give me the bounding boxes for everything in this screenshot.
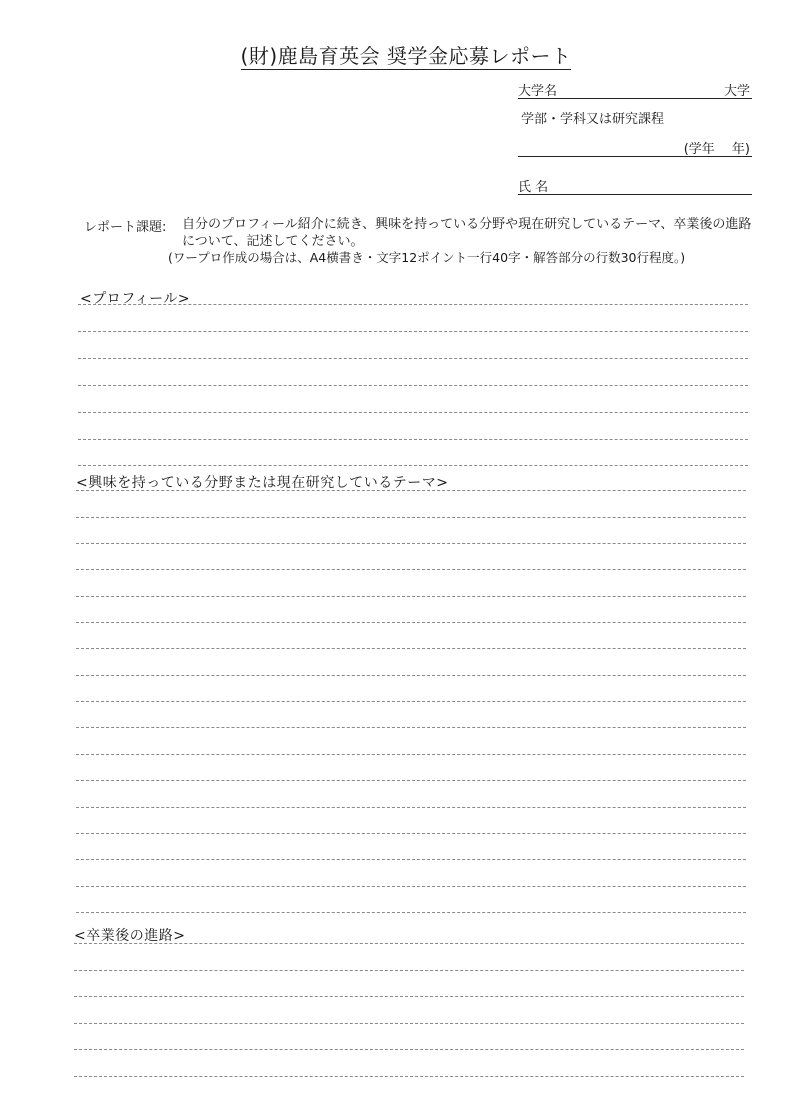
career-writing-line[interactable] (74, 943, 744, 944)
interest-writing-line[interactable] (76, 754, 746, 755)
profile-writing-line[interactable] (78, 358, 748, 359)
interest-writing-line[interactable] (76, 675, 746, 676)
profile-writing-line[interactable] (78, 385, 748, 386)
interest-writing-line[interactable] (76, 701, 746, 702)
profile-writing-line[interactable] (78, 304, 748, 305)
profile-writing-line[interactable] (78, 412, 748, 413)
section-heading-profile: <プロフィール> (80, 291, 191, 307)
interest-writing-line[interactable] (76, 622, 746, 623)
interest-writing-line[interactable] (76, 727, 746, 728)
profile-writing-line[interactable] (78, 331, 748, 332)
interest-writing-line[interactable] (76, 596, 746, 597)
section-heading-career: <卒業後の進路> (74, 928, 186, 944)
interest-writing-line[interactable] (76, 543, 746, 544)
profile-writing-line[interactable] (78, 465, 748, 466)
profile-writing-line[interactable] (78, 439, 748, 440)
name-label: 氏 名 (518, 180, 549, 195)
grade-text: (学年 年) (683, 142, 750, 157)
form-title (0, 40, 812, 69)
career-writing-line[interactable] (74, 1076, 744, 1077)
interest-writing-line[interactable] (76, 569, 746, 570)
section-heading-interest: <興味を持っている分野または現在研究しているテーマ> (76, 475, 449, 491)
career-writing-line[interactable] (74, 996, 744, 997)
form-title-text: (財)鹿島育英会 奨学金応募レポート (240, 44, 572, 68)
interest-writing-line[interactable] (76, 833, 746, 834)
career-writing-line[interactable] (74, 970, 744, 971)
university-suffix: 大学 (723, 84, 750, 99)
faculty-label: 学部・学科又は研究課程 (521, 112, 665, 127)
interest-writing-line[interactable] (76, 912, 746, 913)
career-writing-line[interactable] (74, 1023, 744, 1024)
interest-writing-line[interactable] (76, 648, 746, 649)
interest-writing-line[interactable] (76, 859, 746, 860)
interest-writing-line[interactable] (76, 517, 746, 518)
career-writing-line[interactable] (74, 1049, 744, 1050)
task-label: レポート課題: (84, 220, 167, 235)
name-field[interactable] (518, 176, 752, 195)
interest-writing-line[interactable] (76, 780, 746, 781)
task-note: (ワープロ作成の場合は、A4横書き・文字12ポイント一行40字・解答部分の行数30行程度。) (168, 250, 686, 265)
task-text: 自分のプロフィール紹介に続き、興味を持っている分野や現在研究しているテーマ、卒業後の進路について、記述してください。 (182, 217, 752, 249)
interest-writing-line[interactable] (76, 886, 746, 887)
university-label: 大学名 (518, 84, 558, 99)
interest-writing-line[interactable] (76, 807, 746, 808)
interest-writing-line[interactable] (76, 490, 746, 491)
faculty-field[interactable] (518, 138, 752, 157)
university-field[interactable] (518, 80, 752, 99)
